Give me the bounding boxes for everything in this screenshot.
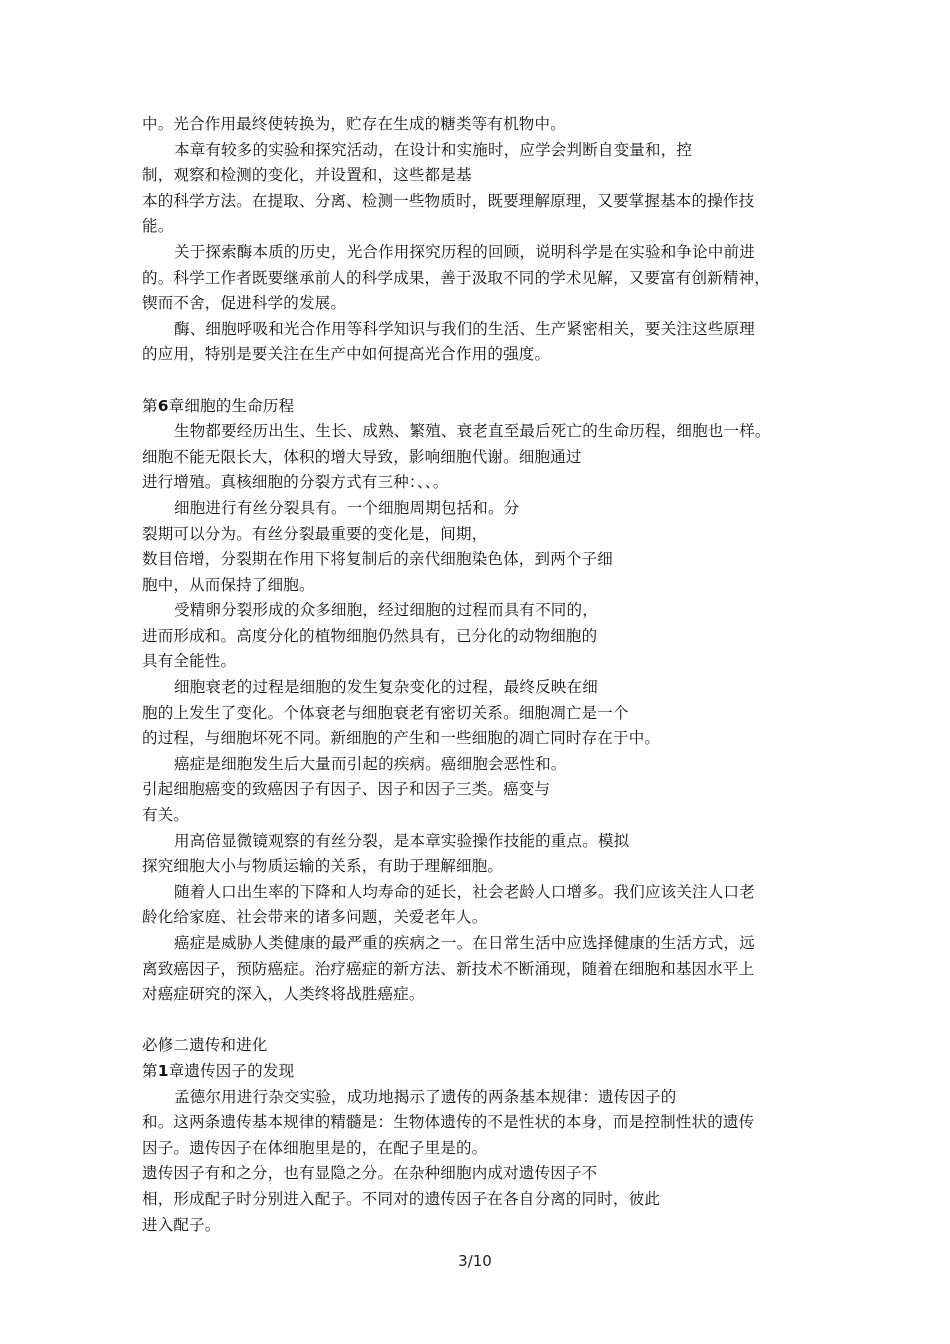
paragraph-line: 和。这两条遗传基本规律的精髓是：生物体遗传的不是性状的本身，而是控制性状的遗传 (142, 1113, 755, 1132)
paragraph-line: 的应用，特别是要关注在生产中如何提高光合作用的强度。 (142, 345, 551, 364)
paragraph-line: 引起细胞癌变的致癌因子有因子、因子和因子三类。癌变与 (142, 780, 551, 799)
paragraph-line: 对癌症研究的深入，人类终将战胜癌症。 (142, 985, 425, 1004)
paragraph-line: 进入配子。 (142, 1215, 221, 1234)
paragraph-first-line: 癌症是威胁人类健康的最严重的疾病之一。在日常生活中应选择健康的生活方式，远 (174, 934, 755, 952)
paragraph-first-line: 酶、细胞呼吸和光合作用等科学知识与我们的生活、生产紧密相关，要关注这些原理 (174, 319, 755, 338)
chapter-heading (142, 394, 832, 420)
paragraph-line: 具有全能性。 (142, 652, 237, 671)
paragraph-line: 必修二遗传和进化 (142, 1036, 268, 1055)
paragraph-line: 数目倍增，分裂期在作用下将复制后的亲代细胞染色体，到两个子细 (142, 550, 614, 569)
paragraph-first-line: 受精卵分裂形成的众多细胞，经过细胞的过程而具有不同的， (174, 601, 598, 620)
heading-prefix: 第 (142, 396, 158, 415)
blank-line (142, 1008, 832, 1034)
heading-prefix: 第 (142, 1061, 158, 1080)
paragraph-first-line: 随着人口出生率的下降和人均寿命的延长，社会老龄人口增多。我们应该关注人口老 (174, 882, 755, 901)
paragraph-line: 因子。遗传因子在体细胞里是的，在配子里是的。 (142, 1138, 488, 1157)
paragraph-line: 进而形成和。高度分化的植物细胞仍然具有，已分化的动物细胞的 (142, 626, 598, 645)
paragraph-line: 龄化给家庭、社会带来的诸多问题，关爱老年人。 (142, 908, 488, 927)
paragraph-line: 胞的上发生了变化。个体衰老与细胞衰老有密切关系。细胞凋亡是一个 (142, 703, 629, 722)
paragraph-line: 锲而不舍，促进科学的发展。 (142, 294, 347, 313)
chapter-number: 1 (157, 1061, 169, 1080)
paragraph-line: 裂期可以分为。有丝分裂最重要的变化是，间期， (142, 524, 488, 543)
paragraph-first-line: 用高倍显微镜观察的有丝分裂，是本章实验操作技能的重点。模拟 (174, 831, 630, 850)
paragraph-line: 探究细胞大小与物质运输的关系，有助于理解细胞。 (142, 857, 504, 876)
paragraph-first-line: 细胞衰老的过程是细胞的发生复杂变化的过程，最终反映在细 (174, 678, 598, 697)
paragraph-line: 相，形成配子时分别进入配子。不同对的遗传因子在各自分离的同时，彼此 (142, 1189, 661, 1208)
paragraph-line: 的。科学工作者既要继承前人的科学成果，善于汲取不同的学术见解，又要富有创新精神， (142, 268, 771, 287)
paragraph-line: 中。光合作用最终使转换为，贮存在生成的糖类等有机物中。 (142, 115, 566, 133)
chapter-title: 章细胞的生命历程 (168, 396, 295, 415)
paragraph-first-line: 关于探索酶本质的历史，光合作用探究历程的回顾，说明科学是在实验和争论中前进 (174, 242, 755, 261)
paragraph-line: 胞中，从而保持了细胞。 (142, 575, 315, 594)
chapter-title: 章遗传因子的发现 (168, 1061, 295, 1080)
paragraph-line: 遗传因子有和之分，也有显隐之分。在杂种细胞内成对遗传因子不 (142, 1164, 598, 1183)
chapter-heading (142, 1059, 832, 1085)
paragraph-line: 制，观察和检测的变化，并设置和，这些都是基 (142, 166, 472, 185)
paragraph-line: 的过程，与细胞坏死不同。新细胞的产生和一些细胞的凋亡同时存在于中。 (142, 729, 661, 748)
paragraph-line: 细胞不能无限长大，体积的增大导致，影响细胞代谢。细胞通过 (142, 447, 582, 466)
paragraph-first-line: 细胞进行有丝分裂具有。一个细胞周期包括和。分 (174, 498, 520, 517)
paragraph-first-line: 癌症是细胞发生后大量而引起的疾病。癌细胞会恶性和。 (174, 754, 567, 773)
document-body (142, 112, 832, 1238)
blank-line (142, 368, 832, 394)
paragraph-line: 本的科学方法。在提取、分离、检测一些物质时，既要理解原理，又要掌握基本的操作技 (142, 191, 755, 210)
paragraph-line: 进行增殖。真核细胞的分裂方式有三种：、、。 (142, 473, 449, 492)
page-number: 3/10 (458, 1252, 492, 1270)
paragraph-first-line: 孟德尔用进行杂交实验，成功地揭示了遗传的两条基本规律：遗传因子的 (174, 1087, 677, 1106)
paragraph-first-line: 生物都要经历出生、生长、成熟、繁殖、衰老直至最后死亡的生命历程，细胞也一样。 (174, 422, 771, 441)
paragraph-line: 能。 (142, 217, 174, 236)
chapter-number: 6 (157, 396, 169, 415)
paragraph-first-line: 本章有较多的实验和探究活动，在设计和实施时，应学会判断自变量和，控 (174, 140, 693, 159)
paragraph-line: 有关。 (142, 806, 190, 825)
paragraph-line: 离致癌因子，预防癌症。治疗癌症的新方法、新技术不断涌现，随着在细胞和基因水平上 (142, 959, 755, 978)
